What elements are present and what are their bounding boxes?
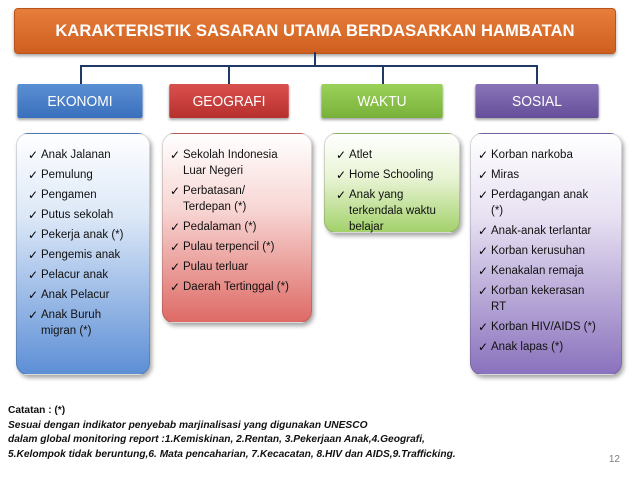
list-item-label: Pedalaman (*): [183, 221, 257, 233]
footnote: [8, 404, 568, 462]
footnote-heading: Catatan : (*): [8, 405, 66, 416]
connector-ekonomi: [80, 65, 82, 84]
list-item: [336, 167, 454, 183]
list-ekonomi: [28, 147, 142, 343]
list-sosial: [478, 147, 618, 359]
checkmark-icon: ✓: [170, 260, 181, 274]
list-item-label: Home Schooling: [349, 169, 434, 181]
list-item: [478, 147, 618, 163]
list-item-label: Putus sekolah: [41, 209, 114, 221]
list-item-label: Anak Pelacur: [41, 289, 110, 301]
connector-geografi: [228, 65, 230, 84]
checkmark-icon: ✓: [336, 188, 347, 202]
list-item: [336, 147, 454, 163]
list-item: [170, 219, 306, 235]
list-item-label: Perdagangan anak (*): [491, 189, 589, 217]
category-geografi: GEOGRAFI: [169, 84, 289, 118]
connector-waktu: [382, 65, 384, 84]
list-item-label: Anak-anak terlantar: [491, 225, 592, 237]
checkmark-icon: ✓: [28, 268, 39, 282]
list-item-label: Korban kerusuhan: [491, 245, 585, 257]
list-item-label: Pengamen: [41, 189, 97, 201]
list-item: [28, 187, 142, 203]
checkmark-icon: ✓: [170, 280, 181, 294]
list-item-label: Anak Buruh migran (*): [41, 309, 102, 337]
checkmark-icon: ✓: [170, 184, 181, 198]
list-item-label: Atlet: [349, 149, 373, 161]
footnote-line: Sesuai dengan indikator penyebab marjinalisasi yang digunakan UNESCO: [8, 419, 368, 431]
checkmark-icon: ✓: [336, 168, 347, 182]
list-item: [478, 263, 618, 279]
list-item: [28, 247, 142, 263]
list-item-label: Korban kekerasan RT: [491, 285, 585, 313]
list-item: [28, 287, 142, 303]
list-item: [170, 183, 306, 215]
list-item: [28, 227, 142, 243]
category-ekonomi: EKONOMI: [17, 84, 142, 118]
checkmark-icon: ✓: [478, 148, 489, 162]
list-item: [478, 339, 618, 355]
category-waktu: WAKTU: [321, 84, 442, 118]
list-item: [170, 259, 306, 275]
checkmark-icon: ✓: [28, 148, 39, 162]
checkmark-icon: ✓: [28, 168, 39, 182]
connector-horizontal: [80, 65, 538, 67]
list-waktu: [336, 147, 454, 239]
list-item-label: Pulau terpencil (*): [183, 241, 275, 253]
footnote-line: 5.Kelompok tidak beruntung,6. Mata pencaharian, 7.Kecacatan, 8.HIV dan AIDS,9.Trafficking.: [8, 448, 456, 460]
list-item: [170, 239, 306, 255]
list-item: [478, 243, 618, 259]
list-geografi: [170, 147, 306, 299]
list-item: [478, 283, 618, 315]
list-item: [478, 223, 618, 239]
category-sosial: SOSIAL: [475, 84, 598, 118]
list-item-label: Pemulung: [41, 169, 93, 181]
connector-trunk: [314, 52, 316, 66]
checkmark-icon: ✓: [478, 188, 489, 202]
checkmark-icon: ✓: [28, 308, 39, 322]
list-item-label: Kenakalan remaja: [491, 265, 584, 277]
list-item: [478, 319, 618, 335]
list-item: [478, 167, 618, 183]
checkmark-icon: ✓: [170, 148, 181, 162]
checkmark-icon: ✓: [478, 224, 489, 238]
checkmark-icon: ✓: [170, 220, 181, 234]
checkmark-icon: ✓: [28, 248, 39, 262]
list-item: [28, 267, 142, 283]
checkmark-icon: ✓: [478, 284, 489, 298]
checkmark-icon: ✓: [170, 240, 181, 254]
checkmark-icon: ✓: [28, 228, 39, 242]
list-item-label: Anak lapas (*): [491, 341, 564, 353]
list-item: [170, 147, 306, 179]
checkmark-icon: ✓: [478, 320, 489, 334]
checkmark-icon: ✓: [28, 288, 39, 302]
checkmark-icon: ✓: [478, 244, 489, 258]
list-item-label: Pulau terluar: [183, 261, 249, 273]
checkmark-icon: ✓: [28, 208, 39, 222]
page-number: 12: [608, 454, 620, 465]
checkmark-icon: ✓: [336, 148, 347, 162]
list-item: [28, 147, 142, 163]
footnote-line: dalam global monitoring report :1.Kemiskinan, 2.Rentan, 3.Pekerjaan Anak,4.Geografi,: [8, 434, 425, 445]
list-item-label: Korban narkoba: [491, 149, 573, 161]
list-item-label: Daerah Tertinggal (*): [183, 281, 289, 293]
list-item-label: Pengemis anak: [41, 249, 121, 261]
list-item-label: Korban HIV/AIDS (*): [491, 321, 596, 333]
list-item: [336, 187, 454, 235]
checkmark-icon: ✓: [28, 188, 39, 202]
list-item-label: Miras: [491, 169, 520, 181]
checkmark-icon: ✓: [478, 264, 489, 278]
list-item: [28, 307, 142, 339]
list-item: [478, 187, 618, 219]
connector-sosial: [536, 65, 538, 84]
list-item-label: Anak Jalanan: [41, 149, 111, 161]
list-item: [28, 167, 142, 183]
checkmark-icon: ✓: [478, 340, 489, 354]
list-item: [170, 279, 306, 295]
checkmark-icon: ✓: [478, 168, 489, 182]
list-item-label: Pelacur anak: [41, 269, 109, 281]
list-item: [28, 207, 142, 223]
diagram-title: KARAKTERISTIK SASARAN UTAMA BERDASARKAN HAMBATAN: [14, 8, 616, 54]
list-item-label: Perbatasan/ Terdepan (*): [183, 185, 247, 213]
list-item-label: Anak yang terkendala waktu belajar: [349, 189, 436, 233]
list-item-label: Pekerja anak (*): [41, 229, 124, 241]
list-item-label: Sekolah Indonesia Luar Negeri: [183, 149, 278, 177]
